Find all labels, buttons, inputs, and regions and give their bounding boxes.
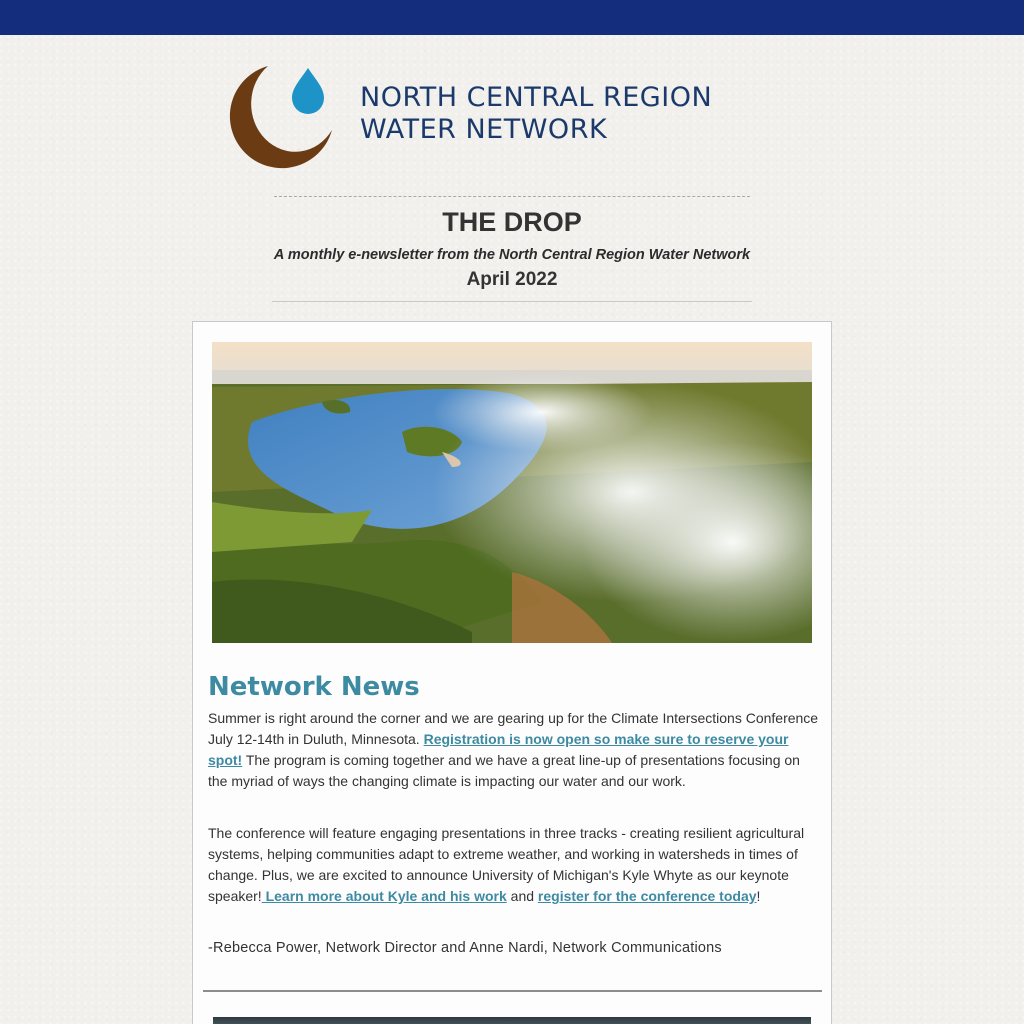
next-section-image xyxy=(213,1017,811,1024)
news-paragraph-2 xyxy=(208,823,820,907)
logo-line-1: NORTH CENTRAL REGION xyxy=(360,82,713,113)
crescent-drop-logo-icon xyxy=(228,60,343,175)
content-card xyxy=(192,321,832,1024)
paragraph-1-text-b: The program is coming together and we have a great line-up of presentations focusing on the myriad of ways the changing climate is impacting our water and our work. xyxy=(208,752,800,789)
issue-date: April 2022 xyxy=(466,269,558,290)
registration-link[interactable]: Registration is now open so make sure to reserve your spot! xyxy=(208,731,789,768)
river-landscape-image xyxy=(212,342,812,643)
paragraph-2-text-a: The conference will feature engaging presentations in three tracks - creating resilient agricultural systems, helping communities adapt to extreme weather, and working in watersheds in times of change. Plus, we are excited to announce University of Michigan's Kyle Whyte as our keynote speaker! xyxy=(208,825,805,904)
top-bar xyxy=(0,0,1024,35)
network-logo[interactable] xyxy=(228,60,798,175)
learn-more-kyle-link[interactable]: Learn more about Kyle and his work xyxy=(261,888,507,904)
solid-divider xyxy=(272,301,752,302)
newsletter-title: THE DROP xyxy=(442,207,582,237)
paragraph-2-text-end: ! xyxy=(756,888,761,904)
section-divider xyxy=(203,990,822,992)
logo-line-2: WATER NETWORK xyxy=(360,114,608,145)
news-paragraph-1 xyxy=(208,708,820,792)
newsletter-subtitle: A monthly e-newsletter from the North Central Region Water Network xyxy=(273,247,751,263)
network-news-heading: Network News xyxy=(208,672,420,702)
signature: -Rebecca Power, Network Director and Anne Nardi, Network Communications xyxy=(208,940,722,956)
paragraph-2-text-and: and xyxy=(506,888,538,904)
dashed-divider xyxy=(274,196,750,197)
logo-wordmark xyxy=(360,82,712,146)
paragraph-1-text-a: Summer is right around the corner and we are gearing up for the Climate Intersections Conference July 12-14th in Duluth, Minnesota. xyxy=(208,710,819,747)
register-conference-link[interactable]: register for the conference today xyxy=(537,888,757,904)
